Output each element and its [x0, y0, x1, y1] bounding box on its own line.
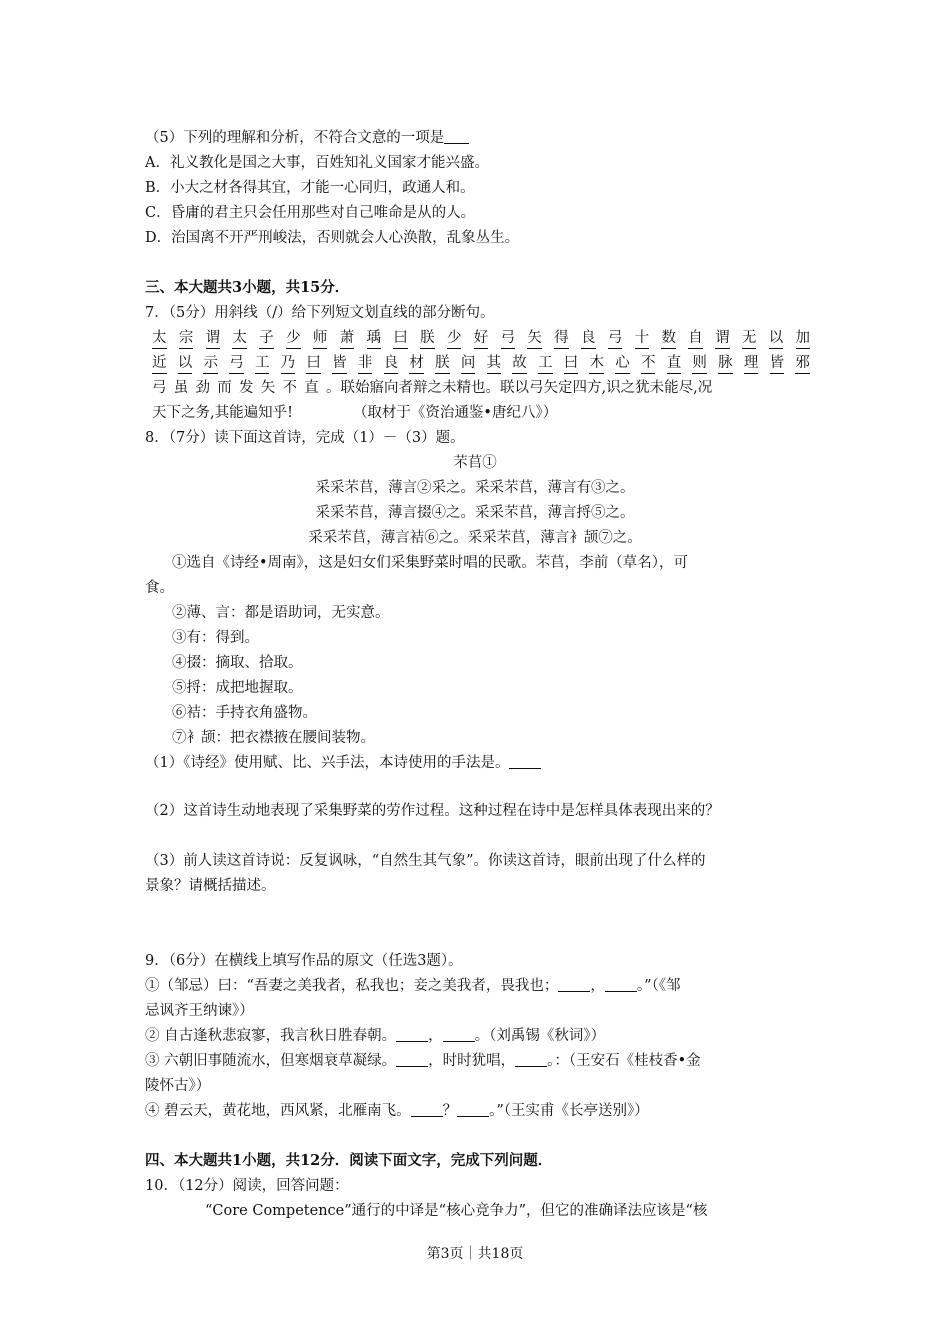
poem-line-2: 采采芣苢，薄言掇④之。采采芣苢，薄言捋⑤之。 [315, 505, 635, 521]
q7-line-3: 弓 虽 劲 而 发 矢 不 直 。联始寤向者辩之未精也。联以弓矢定四方,识之犹未能尽,况 [152, 380, 713, 396]
note-3: ③有：得到。 [172, 630, 259, 646]
q5-stem: （5）下列的理解和分析，不符合文意的一项是 [145, 128, 810, 148]
poem-line-3: 采采芣苢，薄言袺⑥之。采采芣苢，薄言衤颉⑦之。 [308, 530, 642, 546]
answer-blank[interactable] [444, 128, 469, 144]
note-2: ②薄、言：都是语助词，无实意。 [172, 605, 390, 621]
q9-item-4: ④ 碧云天，黄花地，西风紧，北雁南飞。 ？ 。”（王实甫《长亭送别》） [145, 1103, 649, 1119]
note-7: ⑦衤颉：把衣襟掖在腰间装物。 [172, 730, 375, 746]
answer-blank[interactable] [558, 976, 590, 992]
q9-stem: 9．（6分）在横线上填写作品的原文（任选3题）。 [145, 953, 463, 969]
q8-sub-1: （1）《诗经》使用赋、比、兴手法，本诗使用的手法是。 [145, 753, 810, 773]
q8-sub-2: （2）这首诗生动地表现了采集野菜的劳作过程。这种过程在诗中是怎样具体表现出来的？ [145, 803, 720, 819]
q5-option-b: B．小大之材各得其宜，才能一心同归，政通人和。 [145, 180, 475, 196]
poem-title: 芣苢① [453, 455, 497, 471]
answer-blank[interactable] [396, 1026, 428, 1042]
q9-item-1: ①（邹忌）曰：“吾妻之美我者，私我也；妾之美我者，畏我也； ， 。”（《邹 [145, 978, 681, 994]
answer-blank[interactable] [605, 976, 637, 992]
q7-line-4: 天下之务,其能遍知乎! （取材于《资治通鉴•唐纪八》） [152, 405, 558, 421]
answer-blank[interactable] [396, 1051, 428, 1067]
note-4: ④掇：摘取、拾取。 [172, 655, 303, 671]
answer-blank[interactable] [515, 1051, 547, 1067]
q5-option-d: D．治国离不开严刑峻法，否则就会人心涣散，乱象丛生。 [145, 230, 520, 246]
q10-stem: 10．（12分）阅读，回答问题： [145, 1178, 349, 1194]
q7-source: （取材于《资治通鉴•唐纪八》） [352, 405, 558, 421]
q9-item-3-cont: 陵怀古》） [145, 1078, 211, 1094]
q7-underlined-line-1: 太 宗 谓 太 子 少 师 萧 瑀 曰 朕 少 好 弓 矢 得 良 弓 十 数 自 谓 无 以 加 [152, 328, 810, 349]
answer-blank[interactable] [509, 753, 541, 769]
note-1: ①选自《诗经•周南》，这是妇女们采集野菜时唱的民歌。芣苢，李前（草名），可 [172, 555, 689, 571]
q10-text: “Core Competence”通行的中译是“核心竞争力”，但它的准确译法应该是“核 [205, 1203, 708, 1219]
q5-option-c: C．昏庸的君主只会任用那些对自己唯命是从的人。 [145, 205, 476, 221]
q9-item-3: ③ 六朝旧事随流水，但寒烟衰草凝绿。 ，时时犹唱， 。：（王安石《桂枝香•金 [145, 1053, 701, 1069]
q7-underlined-line-2: 近 以 示 弓 工 乃 曰 皆 非 良 材 朕 问 其 故 工 曰 木 心 不 直 则 脉 理 皆 邪 [152, 353, 810, 374]
poem-line-1: 采采芣苢，薄言②采之。采采芣苢，薄言有③之。 [315, 480, 635, 496]
q9-item-2: ② 自古逢秋悲寂寥，我言秋日胜春朝。 ， 。（刘禹锡《秋词》） [145, 1028, 606, 1044]
note-1-cont: 食。 [145, 580, 174, 596]
page-footer: 第3页｜共18页 [426, 1246, 524, 1262]
section-3-title: 三、本大题共3小题，共15分． [145, 279, 350, 296]
answer-blank[interactable] [457, 1101, 489, 1117]
q9-item-1-cont: 忌讽齐王纳谏》） [145, 1003, 254, 1019]
note-5: ⑤捋：成把地握取。 [172, 680, 303, 696]
note-6: ⑥袺：手持衣角盛物。 [172, 705, 317, 721]
q8-stem: 8．（7分）读下面这首诗，完成（1）－（3）题。 [145, 430, 465, 446]
q8-sub-3: （3）前人读这首诗说：反复讽咏，“自然生其气象”。你读这首诗，眼前出现了什么样的 [145, 853, 706, 869]
answer-blank[interactable] [411, 1101, 443, 1117]
q7-underlined-line-3: 弓 虽 劲 而 发 矢 不 直 。 [152, 380, 341, 396]
section-4-title: 四、本大题共1小题，共12分．阅读下面文字，完成下列问题． [145, 1152, 553, 1169]
q7-stem: 7．（5分）用斜线（/）给下列短文划直线的部分断句。 [145, 305, 495, 321]
q5-option-a: A．礼义教化是国之大事，百姓知礼义国家才能兴盛。 [145, 155, 489, 171]
q8-sub-3-cont: 景象？请概括描述。 [145, 878, 276, 894]
answer-blank[interactable] [443, 1026, 475, 1042]
